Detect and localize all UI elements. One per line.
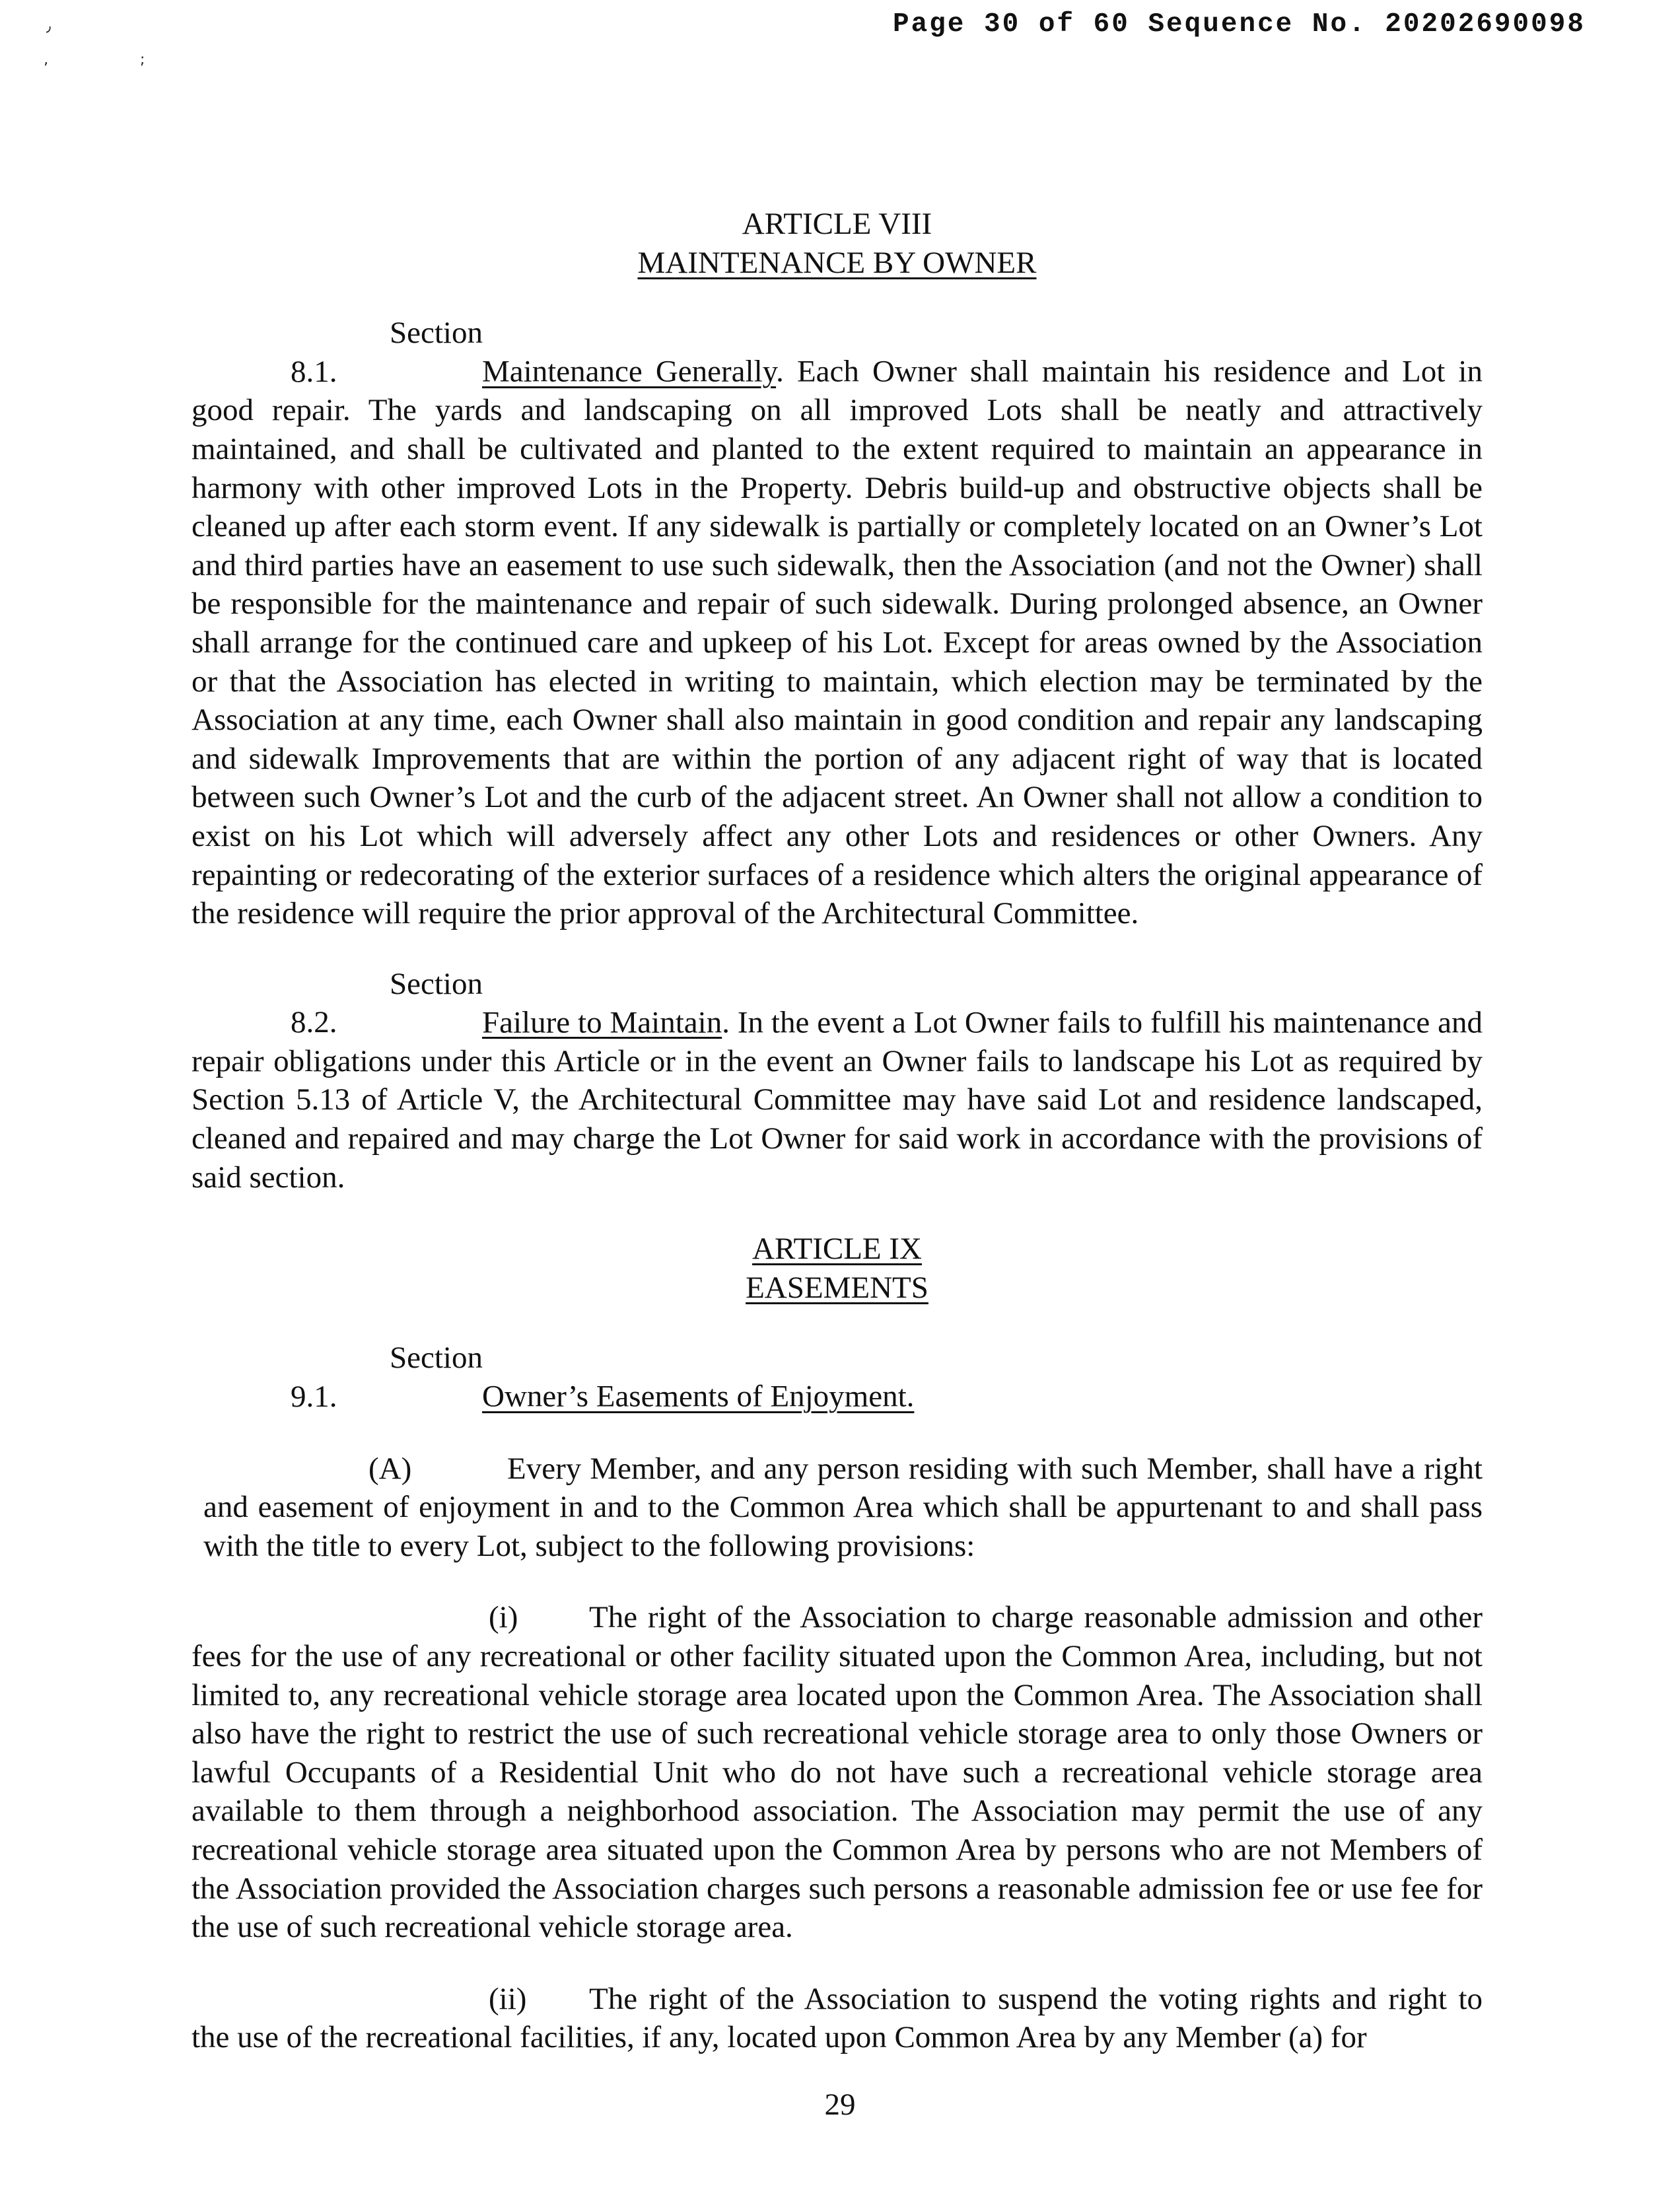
section-8-1 bbox=[192, 314, 1483, 933]
article-9-heading bbox=[192, 1230, 1483, 1307]
document-body bbox=[192, 205, 1483, 2057]
section-8-2-number: Section 8.2. bbox=[291, 966, 483, 1040]
section-8-2 bbox=[192, 965, 1483, 1197]
scan-speck: ‚ bbox=[44, 52, 48, 68]
item-i bbox=[192, 1598, 1483, 1946]
subsection-a-label: (A) bbox=[368, 1451, 412, 1486]
section-9-1-number: Section 9.1. bbox=[291, 1341, 483, 1415]
section-8-1-body: . Each Owner shall maintain his residence and Lot in good repair. The yards and landscaping on all improved Lots shall be neatly and attractively maintained, and shall be cultivated and planted to the extent required to maintain an appearance in harmony with other improved Lots in the Property. Debris build-up and obstructive objects shall be cleaned up after each storm event. If any sidewalk is partially or completely located on an Owner’s Lot and third parties have an easement to use such sidewalk, then the Association (and not the Owner) shall be responsible for the maintenance and repair of such sidewalk. During prolonged absence, an Owner shall arrange for the continued care and upkeep of his Lot. Except for areas owned by the Association or that the Association has elected in writing to maintain, which election may be terminated by the Association at any time, each Owner shall also maintain in good condition and repair any landscaping and sidewalk Improvements that are within the portion of any adjacent right of way that is located between such Owner’s Lot and the curb of the adjacent street. An Owner shall not allow a condition to exist on his Lot which will adversely affect any other Lots and residences or other Owners. Any repainting or redecorating of the exterior surfaces of a residence which alters the original appearance of the residence will require the prior approval of the Architectural Committee. bbox=[192, 354, 1483, 931]
section-8-1-title: Maintenance Generally bbox=[482, 354, 777, 389]
article-9-subtitle: EASEMENTS bbox=[746, 1270, 928, 1305]
article-8-heading bbox=[192, 205, 1483, 282]
section-9-1 bbox=[192, 1339, 1483, 1416]
article-8-subtitle: MAINTENANCE BY OWNER bbox=[637, 245, 1037, 280]
item-ii-body: The right of the Association to suspend the voting rights and right to the use of the recreational facilities, if any, located upon Common Area by any Member (a) for bbox=[192, 1981, 1483, 2055]
item-ii bbox=[192, 1980, 1483, 2057]
scan-speck: ٫ bbox=[46, 18, 52, 35]
article-9-title: ARTICLE IX bbox=[752, 1232, 922, 1267]
section-8-1-number: Section 8.1. bbox=[291, 316, 483, 389]
section-9-1-title: Owner’s Easements of Enjoyment. bbox=[482, 1380, 915, 1415]
item-ii-label: (ii) bbox=[489, 1981, 527, 2016]
recording-stamp: Page 30 of 60 Sequence No. 20202690098 bbox=[893, 9, 1586, 40]
subsection-a bbox=[192, 1450, 1483, 1566]
item-i-body: The right of the Association to charge reasonable admission and other fees for the use of any recreational or other facility situated upon the Common Area, including, but not limited to, any recreational vehicle storage area located upon the Common Area. The Association shall also have the right to restrict the use of such recreational vehicle storage area to only those Owners or lawful Occupants of a Residential Unit who do not have such a recreational vehicle storage area available to them through a neighborhood association. The Association may permit the use of any recreational vehicle storage area situated upon the Common Area by persons who are not Members of the Association provided the Association charges such persons a reasonable admission fee or use fee for the use of such recreational vehicle storage area. bbox=[192, 1600, 1483, 1945]
section-8-2-title: Failure to Maintain bbox=[482, 1005, 722, 1040]
page-number: 29 bbox=[824, 2087, 856, 2122]
section-8-2-body: . In the event a Lot Owner fails to fulfill his maintenance and repair obligations under this Article or in the event an Owner fails to landscape his Lot as required by Section 5.13 of Article V, the Architectural Committee may have said Lot and residence landscaped, cleaned and repaired and may charge the Lot Owner for said work in accordance with the provisions of said section. bbox=[192, 1005, 1483, 1195]
article-8-title: ARTICLE VIII bbox=[742, 207, 932, 241]
item-i-label: (i) bbox=[489, 1600, 518, 1635]
subsection-a-body: Every Member, and any person residing with such Member, shall have a right and easement of enjoyment in and to the Common Area which shall be appurtenant to and shall pass with the title to every Lot, subject to the following provisions: bbox=[203, 1451, 1483, 1563]
scan-speck: ; bbox=[140, 52, 145, 68]
